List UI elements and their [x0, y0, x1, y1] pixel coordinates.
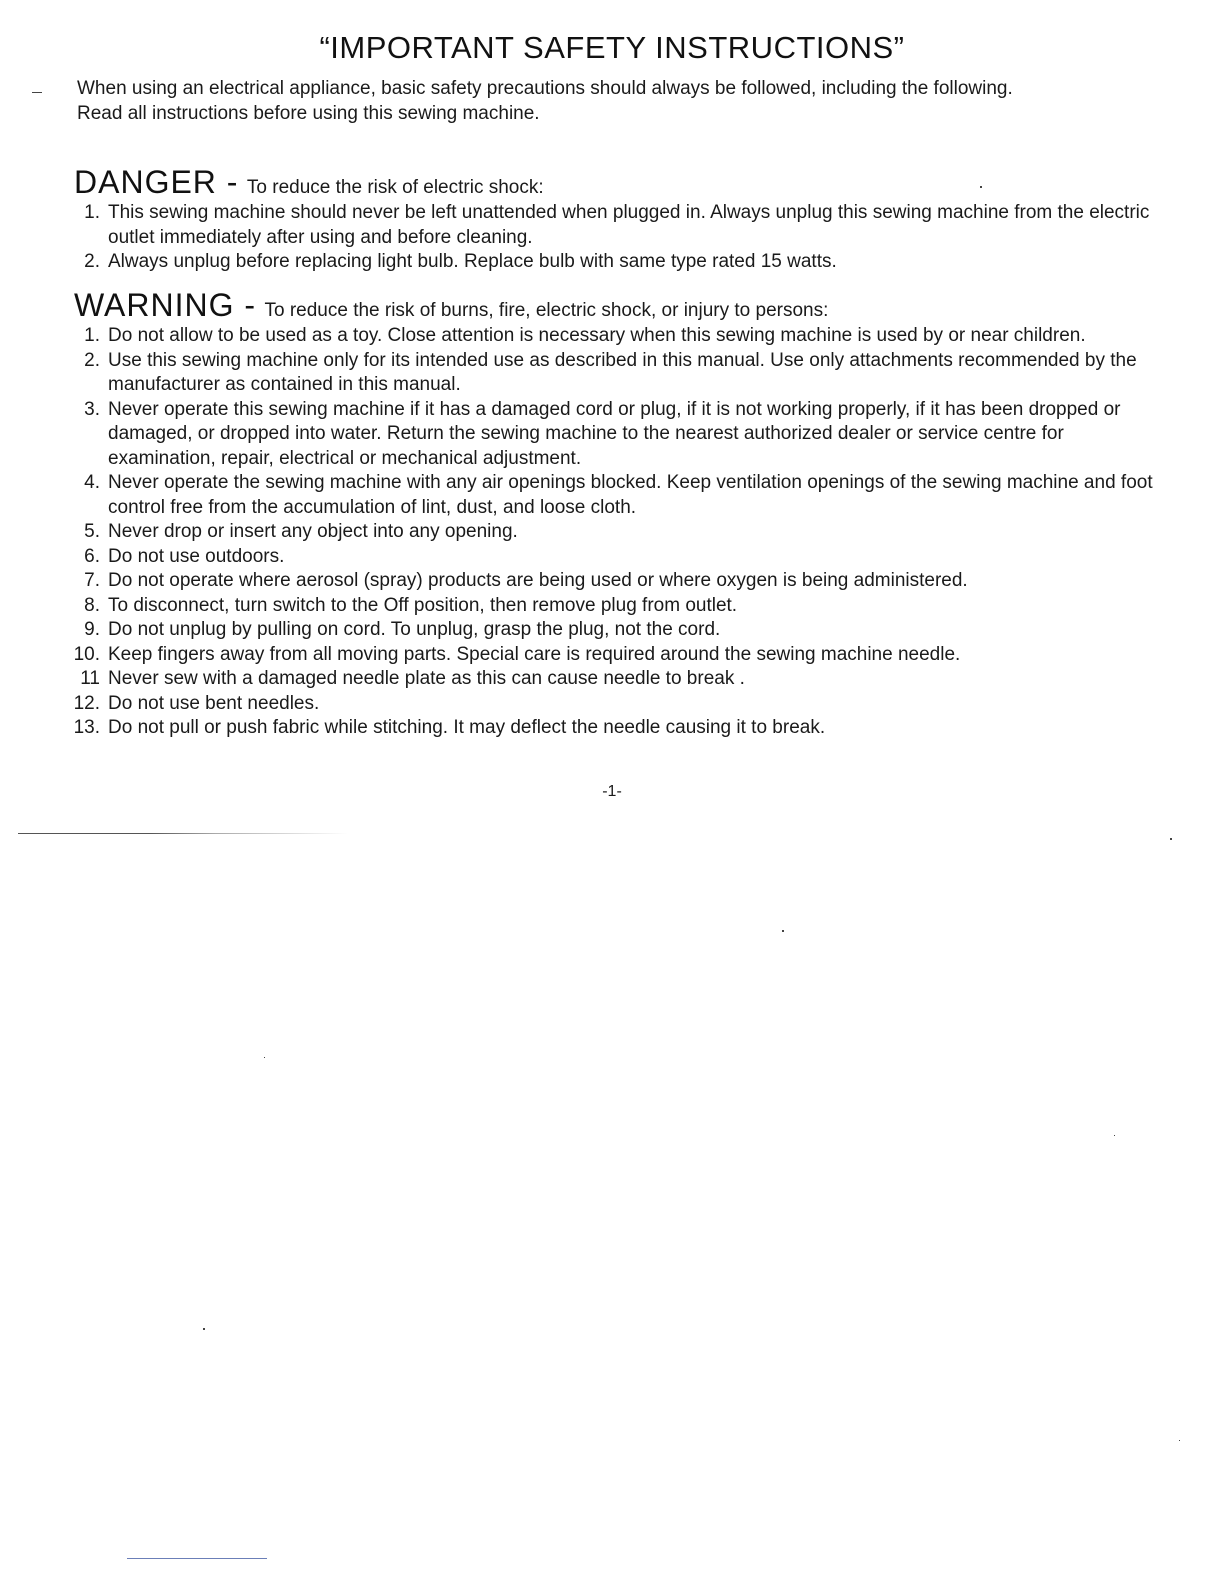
item-number: 2.	[84, 251, 100, 272]
item-text: Never drop or insert any object into any opening.	[108, 521, 518, 542]
intro-paragraph	[77, 76, 1137, 126]
danger-label: DANGER -	[74, 164, 239, 200]
item-text: Do not use outdoors.	[108, 545, 285, 567]
item-number: 9.	[84, 619, 100, 640]
item-text: To disconnect, turn switch to the Off position, then remove plug from outlet.	[108, 594, 738, 616]
intro-line: Read all instructions before using this sewing machine.	[77, 103, 540, 124]
item-text: This sewing machine should never be left unattended when plugged in. Always unplug this sewing machine from the electric outlet immediately after using and before cleaning.	[108, 202, 1150, 248]
list-item	[60, 545, 1165, 570]
scan-bottom-line	[127, 1558, 267, 1559]
list-item	[60, 471, 1165, 520]
page-number: -1-	[602, 783, 622, 800]
item-text: Never operate the sewing machine with any air openings blocked. Keep ventilation openings of the sewing machine and foot control free from the accumulation of lint, dust, and loose cloth.	[108, 472, 1153, 518]
scan-speck	[1114, 1135, 1115, 1136]
list-item	[60, 667, 1165, 692]
item-number: 10.	[73, 643, 100, 665]
list-item	[60, 716, 1165, 741]
scan-speck	[264, 1057, 265, 1058]
warning-list	[60, 324, 1165, 741]
item-number: 8.	[84, 594, 100, 616]
list-item	[60, 201, 1165, 250]
danger-list	[60, 201, 1165, 275]
danger-heading	[74, 164, 544, 201]
item-number: 6.	[84, 545, 100, 567]
item-text: Do not unplug by pulling on cord. To unplug, grasp the plug, not the cord.	[108, 619, 721, 640]
scan-speck	[1170, 838, 1172, 840]
scan-speck	[203, 1328, 205, 1330]
intro-line: When using an electrical appliance, basic safety precautions should always be followed, including the following.	[77, 78, 1013, 99]
item-text: Keep fingers away from all moving parts. Special care is required around the sewing machine needle.	[108, 643, 961, 665]
item-text: Do not allow to be used as a toy. Close attention is necessary when this sewing machine is used by or near children.	[108, 325, 1086, 346]
item-text: Do not operate where aerosol (spray) products are being used or where oxygen is being administered.	[108, 570, 968, 591]
list-item	[60, 398, 1165, 472]
item-text: Never operate this sewing machine if it has a damaged cord or plug, if it is not working properly, if it has been dropped or damaged, or dropped into water. Return the sewing machine to the nearest authorized dealer or service centre for examination, repair, electrical or mechanical adjustment.	[108, 398, 1121, 469]
warning-subtitle: To reduce the risk of burns, fire, electric shock, or injury to persons:	[264, 300, 829, 321]
danger-subtitle: To reduce the risk of electric shock:	[246, 177, 544, 198]
item-number: 13.	[73, 717, 100, 738]
item-text: Never sew with a damaged needle plate as this can cause needle to break .	[108, 668, 745, 689]
item-number: 1.	[84, 202, 100, 223]
item-number: 3.	[84, 398, 100, 420]
warning-label: WARNING -	[74, 287, 257, 323]
item-number: 12.	[73, 692, 100, 714]
warning-heading	[74, 287, 828, 324]
item-number: 7.	[84, 570, 100, 591]
item-number: 11	[80, 668, 100, 689]
list-item	[60, 594, 1165, 619]
item-number: 4.	[84, 472, 100, 493]
item-text: Always unplug before replacing light bulb. Replace bulb with same type rated 15 watts.	[108, 251, 837, 272]
scan-rule-line	[18, 833, 348, 834]
scan-speck	[1179, 1440, 1180, 1441]
list-item	[60, 692, 1165, 717]
list-item	[60, 643, 1165, 668]
list-item	[60, 569, 1165, 594]
list-item	[60, 520, 1165, 545]
item-text: Do not use bent needles.	[108, 692, 320, 714]
item-number: 5.	[84, 521, 100, 542]
item-number: 1.	[84, 325, 100, 346]
scan-speck	[32, 92, 42, 93]
list-item	[60, 324, 1165, 349]
item-text: Do not pull or push fabric while stitching. It may deflect the needle causing it to break.	[108, 717, 826, 738]
item-text: Use this sewing machine only for its intended use as described in this manual. Use only attachments recommended by the manufacturer as contained in this manual.	[108, 349, 1137, 395]
scan-speck	[980, 186, 982, 188]
scan-speck	[782, 930, 784, 932]
list-item	[60, 349, 1165, 398]
list-item	[60, 250, 1165, 275]
item-number: 2.	[84, 349, 100, 371]
list-item	[60, 618, 1165, 643]
page-title: “IMPORTANT SAFETY INSTRUCTIONS”	[319, 30, 905, 65]
